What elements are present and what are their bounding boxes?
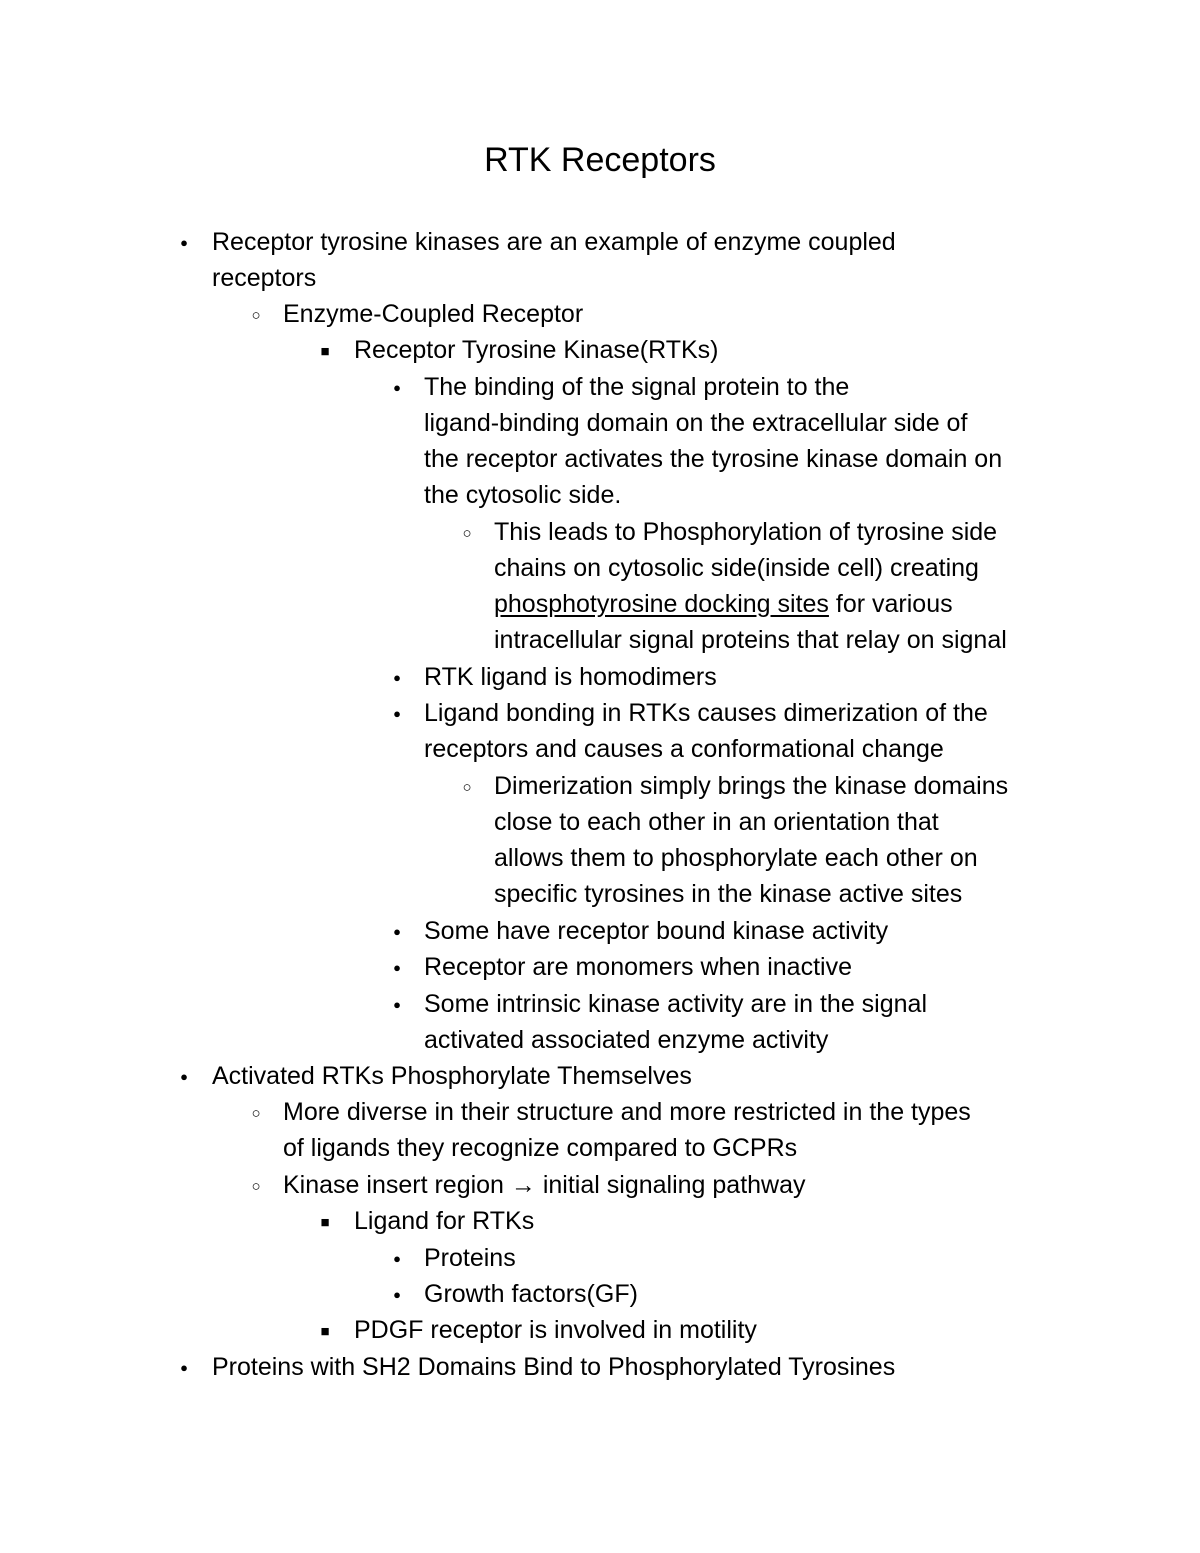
- list-item: This leads to Phosphorylation of tyrosine side: [494, 518, 998, 546]
- list-item: RTK ligand is homodimers: [424, 663, 717, 691]
- square-bullet-icon: [313, 1203, 337, 1243]
- list-item: Some have receptor bound kinase activity: [424, 917, 889, 945]
- disc-bullet-icon: [385, 1276, 409, 1316]
- disc-bullet-icon: [385, 695, 409, 735]
- list-item: PDGF receptor is involved in motility: [354, 1316, 757, 1344]
- square-bullet-icon: [313, 1312, 337, 1352]
- list-item-text: for various: [828, 590, 953, 618]
- square-bullet-icon: [313, 332, 337, 372]
- list-item: Proteins with SH2 Domains Bind to Phosphorylated Tyrosines: [212, 1353, 896, 1381]
- list-item-continuation: close to each other in an orientation that: [494, 808, 939, 836]
- disc-bullet-icon: [385, 659, 409, 699]
- list-item-continuation: specific tyrosines in the kinase active sites: [494, 880, 963, 908]
- list-item-continuation: ligand-binding domain on the extracellular side of: [424, 409, 968, 437]
- disc-bullet-icon: [172, 1058, 196, 1098]
- list-item: Enzyme-Coupled Receptor: [283, 300, 584, 328]
- list-item-continuation: receptors: [212, 264, 317, 292]
- list-item: Activated RTKs Phosphorylate Themselves: [212, 1062, 692, 1090]
- list-item-continuation: the cytosolic side.: [424, 481, 622, 509]
- list-item-continuation: chains on cytosolic side(inside cell) creating: [494, 554, 979, 582]
- circle-bullet-icon: [244, 1167, 268, 1207]
- circle-bullet-icon: [244, 1094, 268, 1134]
- list-item-continuation: of ligands they recognize compared to GCPRs: [283, 1134, 798, 1162]
- disc-bullet-icon: [385, 913, 409, 953]
- underlined-term: phosphotyrosine docking sites: [494, 590, 829, 618]
- list-item: Proteins: [424, 1244, 516, 1272]
- list-item: Ligand bonding in RTKs causes dimerization of the: [424, 699, 988, 727]
- list-item-continuation: activated associated enzyme activity: [424, 1026, 829, 1054]
- list-item-continuation: the receptor activates the tyrosine kinase domain on: [424, 445, 1003, 473]
- list-item-continuation: intracellular signal proteins that relay on signal: [494, 626, 1007, 654]
- list-item-continuation: allows them to phosphorylate each other on: [494, 844, 978, 872]
- disc-bullet-icon: [385, 1240, 409, 1280]
- disc-bullet-icon: [385, 986, 409, 1026]
- circle-bullet-icon: [244, 296, 268, 336]
- list-item: Some intrinsic kinase activity are in the signal: [424, 990, 928, 1018]
- list-item: Dimerization simply brings the kinase domains: [494, 772, 1009, 800]
- circle-bullet-icon: [455, 768, 479, 808]
- list-item: Ligand for RTKs: [354, 1207, 535, 1235]
- page-title: RTK Receptors: [484, 141, 716, 179]
- list-item: Receptor Tyrosine Kinase(RTKs): [354, 336, 719, 364]
- list-item: Growth factors(GF): [424, 1280, 638, 1308]
- disc-bullet-icon: [172, 1349, 196, 1389]
- list-item-continuation: [494, 586, 953, 622]
- list-item: The binding of the signal protein to the: [424, 373, 850, 401]
- list-item: Receptor tyrosine kinases are an example of enzyme coupled: [212, 228, 896, 256]
- disc-bullet-icon: [385, 369, 409, 409]
- circle-bullet-icon: [455, 514, 479, 554]
- disc-bullet-icon: [172, 224, 196, 264]
- list-item: More diverse in their structure and more restricted in the types: [283, 1098, 971, 1126]
- list-item-continuation: receptors and causes a conformational change: [424, 735, 944, 763]
- list-item: Receptor are monomers when inactive: [424, 953, 852, 981]
- disc-bullet-icon: [385, 949, 409, 989]
- list-item: Kinase insert region → initial signaling pathway: [283, 1171, 806, 1199]
